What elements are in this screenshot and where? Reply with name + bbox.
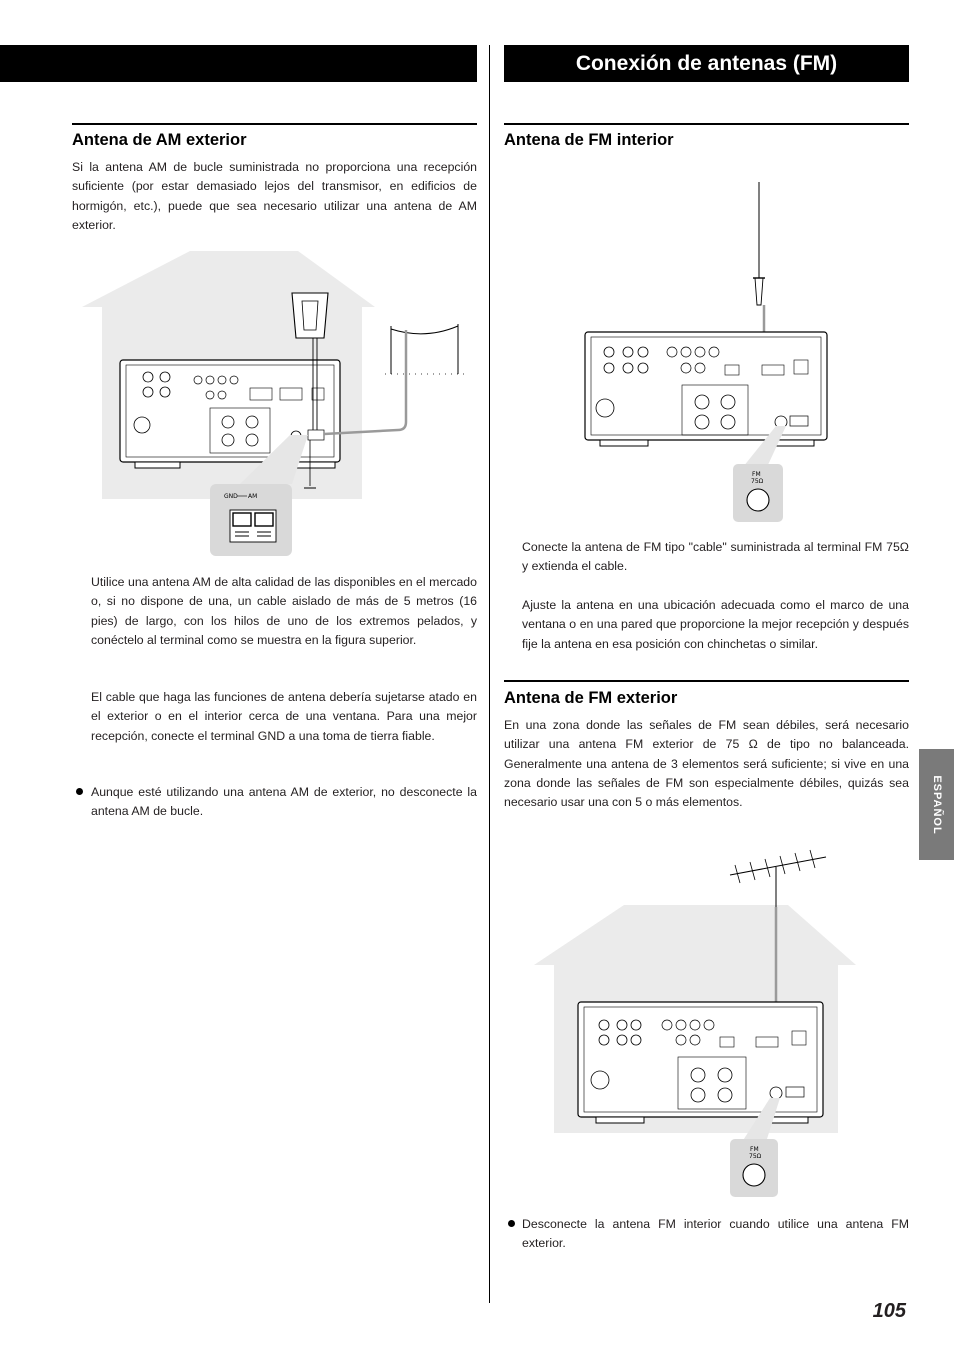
column-divider [489, 45, 490, 1303]
fm-indoor-label-2: 75Ω [751, 478, 764, 485]
am-antenna-figure [80, 250, 480, 560]
section-rule-fm-outdoor [504, 680, 909, 682]
heading-am-exterior: Antena de AM exterior [72, 131, 247, 149]
fm-indoor-para-1: Conecte la antena de FM tipo "cable" suministrada al terminal FM 75Ω y extienda el cable. [522, 540, 909, 574]
am-bullet-dot [76, 788, 83, 795]
fm-bullet-text: Desconecte la antena FM interior cuando utilice una antena FM exterior. [522, 1217, 909, 1251]
language-tab-label: ESPAÑOL [930, 774, 943, 835]
fm-indoor-para-2: Ajuste la antena en una ubicación adecuada como el marco de una ventana o en una pared que proporcione la mejor recepción y después fije la antena en esa posición con chinchetas o similar. [522, 598, 909, 651]
am-intro-text: Si la antena AM de bucle suministrada no proporciona una recepción suficiente (por estar demasiado lejos del transmisor, en edificios de hormigón, etc.), puede que sea necesario utilizar una antena de AM exterior. [72, 160, 477, 232]
am-para-2: El cable que haga las funciones de antena debería sujetarse atado en el exterior o en el interior cerca de una ventana. Para una mejor recepción, conecte el terminal GND a una toma de tierra fiable. [91, 690, 477, 743]
right-header-bar [504, 45, 909, 82]
am-bullet-text: Aunque esté utilizando una antena AM de exterior, no desconecte la antena AM de bucle. [91, 785, 477, 819]
fm-outdoor-label-1: FM [750, 1146, 759, 1153]
left-header-bar [0, 45, 477, 82]
fm-indoor-label-1: FM [752, 471, 761, 478]
language-tab [919, 749, 954, 860]
section-rule-am [72, 123, 477, 125]
page-title: Conexión de antenas (FM) [575, 52, 838, 75]
fm-indoor-antenna-figure [580, 180, 840, 525]
fm-bullet-dot [508, 1220, 515, 1227]
heading-fm-exterior: Antena de FM exterior [504, 689, 678, 707]
gnd-label: GND [224, 493, 238, 500]
fm-outdoor-para: En una zona donde las señales de FM sean débiles, será necesario utilizar una antena FM exterior de 75 Ω de tipo no balanceada. Generalmente una antena de 3 elementos será suficiente; si vive en una zona donde las señales de FM son especialmente débiles, quizás sea necesario usar una con 5 o más elementos. [504, 718, 909, 810]
fm-outdoor-label-2: 75Ω [749, 1153, 762, 1160]
page-number: 105 [872, 1300, 906, 1322]
fm-outdoor-antenna-figure [530, 845, 860, 1200]
heading-fm-interior: Antena de FM interior [504, 131, 674, 149]
am-para-1: Utilice una antena AM de alta calidad de las disponibles en el mercado o, si no dispone de una, un cable aislado de más de 5 metros (16 pies) de largo, con los hilos de uno de los extremos pelados, y conéctelo al terminal como se muestra en la figura superior. [91, 575, 477, 647]
section-rule-fm-indoor [504, 123, 909, 125]
am-label: AM [248, 493, 258, 500]
